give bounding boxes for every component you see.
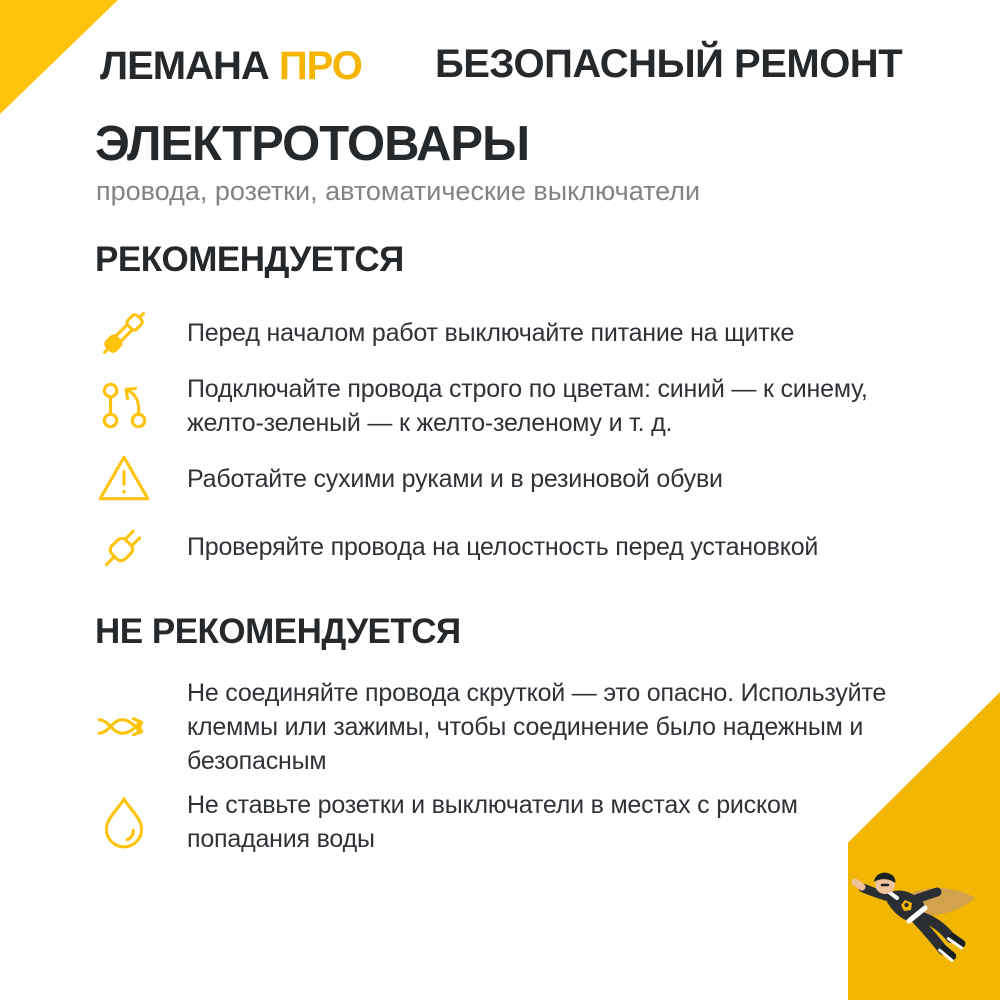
shuffle-arrows-icon [95, 698, 153, 756]
list-item [95, 788, 925, 856]
section-heading-recommended: РЕКОМЕНДУЕТСЯ [95, 240, 404, 279]
match-colors-branch-icon [95, 377, 153, 435]
brand-logo-primary: ЛЕМАНА [100, 44, 269, 88]
list-item [95, 372, 925, 440]
list-item [95, 518, 925, 576]
water-drop-icon [95, 793, 153, 851]
item-text: Перед началом работ выключайте питание на щитке [187, 319, 795, 347]
item-text: Не ставьте розетки и выключатели в местах с риском попадания воды [187, 791, 798, 853]
brand-logo-accent: ПРО [278, 44, 362, 88]
page-title: ЭЛЕКТРОТОВАРЫ [95, 117, 530, 171]
page-subtitle: провода, розетки, автоматические выключатели [96, 176, 701, 206]
list-item [95, 450, 925, 508]
content-area [95, 240, 925, 866]
item-text: Проверяйте провода на целостность перед установкой [187, 533, 819, 561]
list-item [95, 676, 925, 778]
item-text: Работайте сухими руками и в резиновой обуви [187, 465, 723, 493]
flying-superhero-mascot [843, 858, 985, 970]
document-title: БЕЗОПАСНЫЙ РЕМОНТ [435, 42, 903, 86]
warning-triangle-icon [95, 450, 153, 508]
item-text: Не соединяйте провода скруткой — это опасно. Используйте клеммы или зажимы, чтобы соединение было надежным и безопасным [187, 679, 887, 775]
power-plug-icon [95, 518, 153, 576]
item-text: Подключайте провода строго по цветам: синий — к синему, желто-зеленый — к желто-зеленому и т. д. [187, 375, 868, 437]
list-item [95, 304, 925, 362]
section-heading-not-recommended: НЕ РЕКОМЕНДУЕТСЯ [95, 612, 461, 651]
unplugged-connectors-icon [95, 304, 153, 362]
brand-logo [100, 44, 362, 89]
